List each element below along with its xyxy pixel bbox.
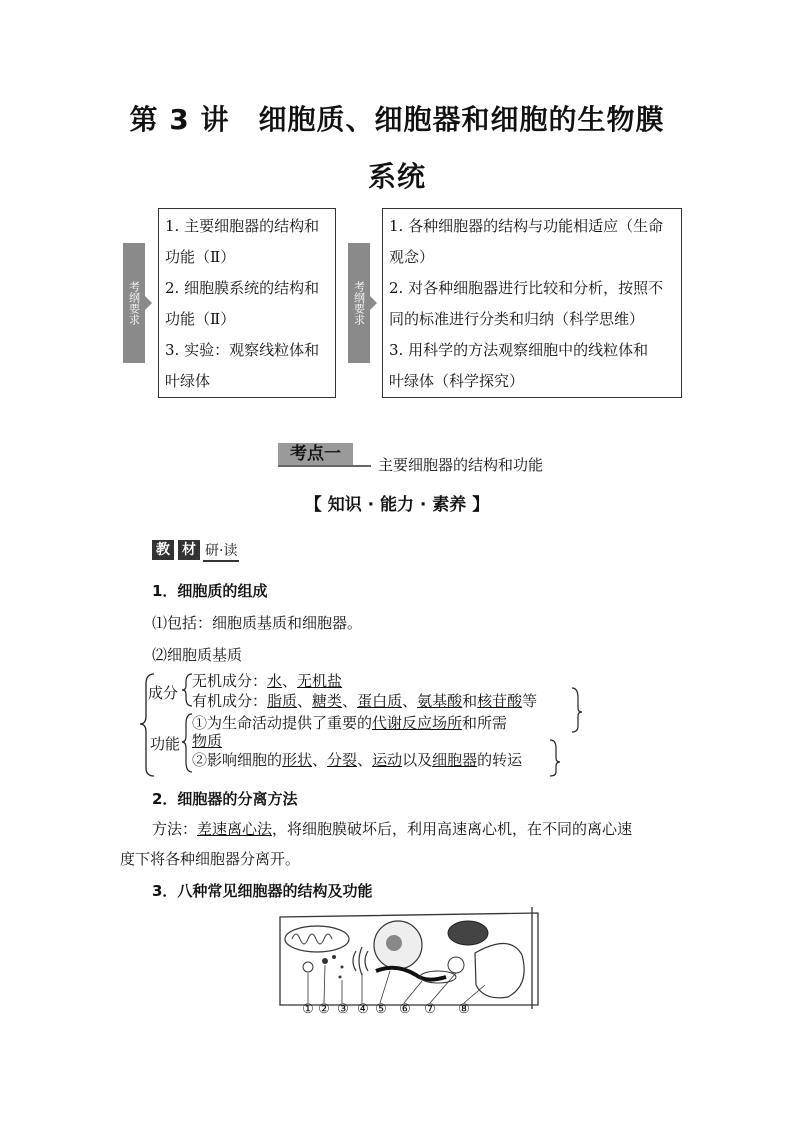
paragraph: ⑴包括：细胞质基质和细胞器。: [152, 614, 363, 632]
req-line: 3. 用科学的方法观察细胞中的线粒体和: [389, 341, 649, 359]
ribosome-icon: [322, 958, 328, 964]
inner-brace-icon: [182, 674, 192, 706]
heading-1: 1．细胞质的组成: [152, 582, 268, 600]
lysosome-icon: [448, 957, 464, 973]
underline-term: 糖类: [312, 692, 343, 710]
badge-char: 材: [178, 540, 200, 560]
endoplasmic-reticulum-icon: [376, 968, 446, 980]
func-row-2: [192, 730, 222, 751]
underline-term: 形状: [282, 751, 313, 769]
req-line: 3. 实验：观察线粒体和: [165, 341, 320, 359]
req-line: 1. 主要细胞器的结构和: [165, 217, 320, 235]
section-label: 考点一: [278, 443, 353, 465]
req-line: 功能（Ⅱ）: [165, 310, 236, 328]
comp-label: 成分: [148, 684, 179, 702]
text: 、: [357, 751, 373, 769]
underline-term: 核苷酸: [477, 692, 523, 710]
req-line: 1. 各种细胞器的结构与功能相适应（生命: [389, 217, 664, 235]
organelle-label: ①: [302, 1002, 314, 1017]
heading-2: 2．细胞器的分离方法: [152, 790, 298, 808]
req-line: 叶绿体: [165, 372, 211, 390]
text: 等: [522, 692, 538, 710]
requirement-tag-text: 考纲要求: [352, 281, 366, 325]
underline-term: 脂质: [267, 692, 298, 710]
organelle-label: ⑧: [458, 1002, 470, 1017]
underline-term: 物质: [192, 732, 223, 750]
text: 、: [402, 692, 418, 710]
vacuole-icon: [475, 943, 524, 997]
inner-brace-icon: [182, 714, 192, 772]
organelle-label: ②: [318, 1002, 330, 1017]
right-brace-icon: [572, 688, 582, 732]
requirement-box-right: [382, 208, 682, 398]
text: ①为生命活动提供了重要的: [192, 714, 373, 732]
text: ，将细胞膜破坏后，利用高速离心机，在不同的离心速: [272, 820, 633, 838]
underline-term: 差速离心法: [197, 820, 273, 838]
paragraph: [152, 818, 712, 839]
organelle-label: ④: [357, 1002, 369, 1017]
tag-arrow-icon: [145, 296, 152, 310]
leader-line: [404, 981, 422, 1003]
text: 无机成分：: [192, 672, 268, 690]
req-line: 2. 对各种细胞器进行比较和分析，按照不: [389, 279, 664, 297]
req-line: 2. 细胞膜系统的结构和: [165, 279, 320, 297]
leader-line: [464, 985, 485, 1003]
req-line: 叶绿体（科学探究）: [389, 372, 525, 390]
page-title-line2: 系统: [367, 160, 426, 193]
underline-term: 氨基酸: [417, 692, 463, 710]
mitochondrion-cristae: [292, 934, 332, 944]
underline-term: 细胞器: [432, 751, 478, 769]
nucleolus-icon: [386, 935, 402, 951]
ribosome-icon: [341, 966, 344, 969]
section-subtitle: 主要细胞器的结构和功能: [378, 456, 544, 474]
paragraph: 度下将各种细胞器分离开。: [120, 850, 301, 868]
leader-line: [380, 971, 390, 1003]
heading-3: 3．八种常见细胞器的结构及功能: [152, 882, 373, 900]
ribosome-icon: [339, 976, 342, 979]
requirement-tag-left: [123, 243, 145, 363]
underline-term: 蛋白质: [357, 692, 403, 710]
underline-term: 运动: [372, 751, 403, 769]
vesicle-icon: [303, 962, 313, 972]
text: ②影响细胞的: [192, 751, 283, 769]
text: 和: [462, 692, 478, 710]
leader-line: [324, 965, 325, 1003]
text: 、: [282, 672, 298, 690]
underline-term: 代谢反应场所: [372, 714, 463, 732]
underline-term: 无机盐: [297, 672, 343, 690]
text: 、: [297, 692, 313, 710]
requirement-tag-right: [348, 243, 370, 363]
mitochondrion-icon: [285, 926, 349, 952]
chloroplast-icon: [448, 921, 488, 945]
text: 、: [312, 751, 328, 769]
func-row-1: [192, 712, 507, 733]
text: 有机成分：: [192, 692, 268, 710]
text: 以及: [402, 751, 433, 769]
section-underline: [278, 465, 371, 467]
organelle-label: ⑦: [424, 1002, 436, 1017]
req-line: 观念）: [389, 248, 435, 266]
page-title: 第 3 讲 细胞质、细胞器和细胞的生物膜: [129, 103, 665, 136]
organelle-label: ⑥: [399, 1002, 411, 1017]
ribosome-icon: [332, 955, 336, 959]
underline-term: 水: [267, 672, 283, 690]
req-line: 功能（Ⅱ）: [165, 248, 236, 266]
requirement-tag-text: 考纲要求: [127, 281, 141, 325]
text: 方法：: [152, 820, 198, 838]
badge-rest: 研·读: [203, 540, 239, 562]
underline-term: 分裂: [327, 751, 358, 769]
badge-char: 教: [152, 540, 174, 560]
text: 和所需: [462, 714, 508, 732]
section-heading: 【 知识 · 能力 · 素养 】: [304, 495, 490, 515]
requirement-box-left: [158, 208, 336, 398]
func-label: 功能: [150, 735, 181, 753]
func-row-3: [192, 749, 522, 770]
req-line: 同的标准进行分类和归纳（科学思维）: [389, 310, 645, 328]
golgi-icon: [353, 947, 368, 975]
right-brace-icon: [550, 740, 560, 776]
text: 的转运: [477, 751, 523, 769]
text: 、: [342, 692, 358, 710]
organelle-label: ③: [337, 1002, 349, 1017]
comp-row-2: [192, 690, 537, 711]
tag-arrow-icon: [370, 296, 377, 310]
paragraph: ⑵细胞质基质: [152, 646, 243, 664]
comp-row-1: [192, 670, 342, 691]
organelle-label: ⑤: [375, 1002, 387, 1017]
